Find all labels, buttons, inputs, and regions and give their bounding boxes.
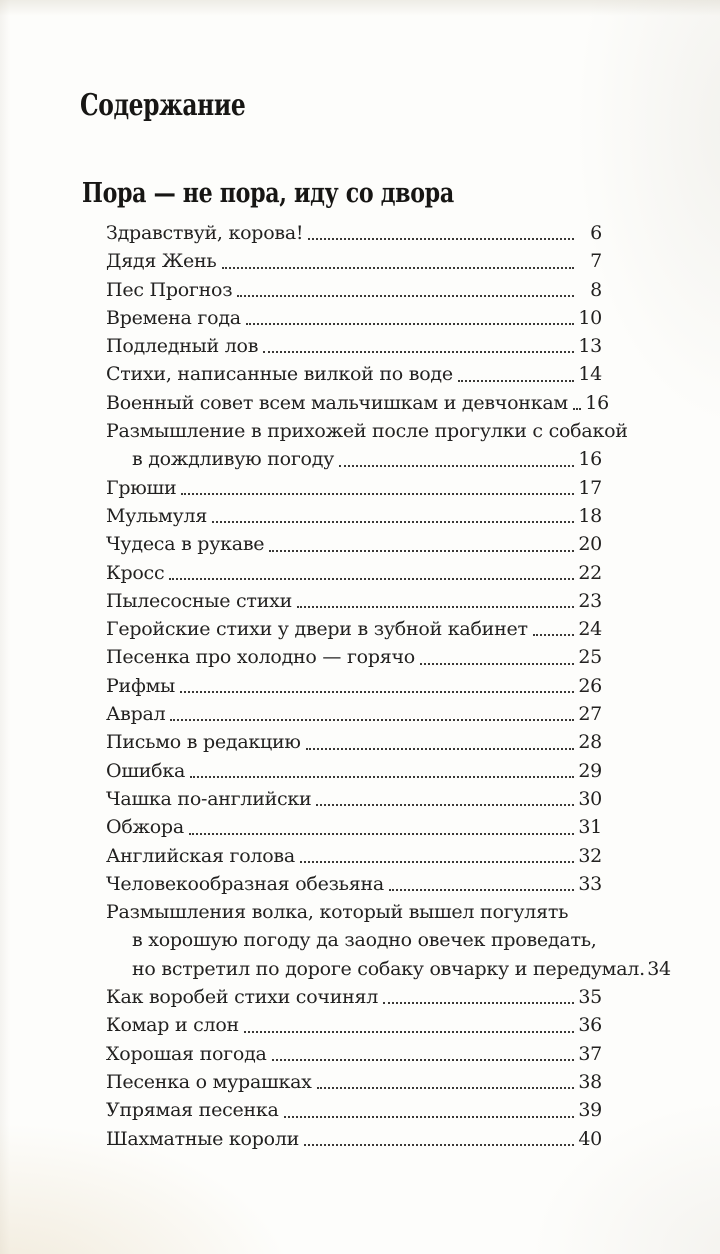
dotted-leader [169, 578, 574, 580]
toc-item-text: Пес Прогноз [106, 278, 233, 301]
toc-row [106, 955, 671, 983]
toc-row [106, 276, 602, 304]
dotted-leader [339, 465, 574, 467]
toc-row [106, 1040, 602, 1068]
toc-item-text: Грюши [106, 476, 177, 499]
toc-item-text: в хорошую погоду да заодно овечек проведать, [132, 929, 597, 952]
page-number: 29 [578, 759, 602, 782]
toc-item-text: Ошибка [106, 759, 186, 782]
dotted-leader [316, 804, 574, 806]
toc-row [106, 672, 602, 700]
toc-row [106, 445, 602, 473]
toc-item-text: Времена года [106, 306, 241, 329]
toc-row [106, 559, 602, 587]
dotted-leader [458, 380, 574, 382]
toc-item-text: Размышления волка, который вышел погулять [106, 901, 569, 924]
page-number: 30 [578, 787, 602, 810]
page-number: 22 [578, 561, 602, 584]
dotted-leader [297, 606, 574, 608]
dotted-leader [284, 1116, 574, 1118]
dotted-leader [170, 719, 574, 721]
page-number: 14 [578, 363, 602, 386]
toc-item-text: Человекообразная обезьяна [106, 872, 384, 895]
toc-row [106, 474, 602, 502]
toc-row [106, 842, 602, 870]
page-number: 20 [578, 533, 602, 556]
toc-row [106, 870, 602, 898]
dotted-leader [190, 776, 574, 778]
contents-heading: Содержание [80, 88, 246, 123]
dotted-leader [244, 1031, 574, 1033]
toc-item-text: Геройские стихи у двери в зубной кабинет [106, 618, 528, 641]
page-number: 6 [590, 222, 602, 244]
toc-item-text: но встретил по дороге собаку овчарку и передумал. [132, 957, 645, 980]
toc-item-text: Дядя Жень [106, 250, 217, 273]
page-number: 10 [578, 306, 602, 329]
toc-row [106, 1125, 602, 1153]
toc-item-text: Как воробей стихи сочинял [106, 986, 379, 1009]
toc-row [106, 728, 602, 756]
toc-row [106, 615, 602, 643]
toc-list [106, 219, 671, 1153]
dotted-leader [246, 323, 574, 325]
page-number: 23 [578, 589, 602, 612]
page-number: 17 [578, 476, 602, 499]
dotted-leader [212, 521, 574, 523]
toc-item-text: Чашка по-английски [106, 787, 312, 810]
toc-item-text: Рифмы [106, 674, 175, 697]
toc-item-text: Песенка про холодно — горячо [106, 646, 415, 669]
dotted-leader [573, 408, 581, 410]
dotted-leader [263, 351, 574, 353]
toc-item-text: Аврал [106, 703, 166, 726]
toc-item-text: Мульмуля [106, 504, 208, 527]
dotted-leader [269, 550, 574, 552]
page-number: 26 [578, 674, 602, 697]
page-number: 7 [590, 250, 602, 273]
toc-row [106, 417, 628, 445]
page-number: 38 [578, 1070, 602, 1093]
page-number: 16 [578, 448, 602, 471]
dotted-leader [189, 833, 574, 835]
toc-item-text: Размышление в прихожей после прогулки с собакой [106, 420, 628, 443]
page-number: 33 [578, 872, 602, 895]
toc-item-text: Стихи, написанные вилкой по воде [106, 363, 453, 386]
dotted-leader [420, 663, 574, 665]
toc-row [106, 587, 602, 615]
dotted-leader [383, 1002, 574, 1004]
toc-row [106, 530, 602, 558]
toc-row [106, 332, 602, 360]
toc-row [106, 1068, 602, 1096]
page-number: 16 [585, 391, 609, 414]
toc-row [106, 926, 602, 954]
toc-item-text: Комар и слон [106, 1014, 239, 1037]
toc-item-text: Упрямая песенка [106, 1099, 279, 1122]
page-number: 28 [578, 731, 602, 754]
dotted-leader [304, 1144, 574, 1146]
toc-row [106, 1096, 602, 1124]
toc-row [106, 983, 602, 1011]
page-number: 31 [578, 816, 602, 839]
toc-item-text: Письмо в редакцию [106, 731, 301, 754]
toc-row [106, 502, 602, 530]
page-number: 27 [578, 703, 602, 726]
toc-row [106, 898, 602, 926]
toc-row [106, 700, 602, 728]
toc-item-text: Кросс [106, 561, 165, 584]
section-title: Пора — не пора, иду со двора [82, 178, 454, 209]
toc-item-text: Обжора [106, 816, 184, 839]
toc-item-text: Военный совет всем мальчишкам и девчонкам [106, 391, 568, 414]
page-number: 37 [578, 1042, 602, 1065]
page-number: 39 [578, 1099, 602, 1122]
dotted-leader [272, 1059, 574, 1061]
toc-row [106, 1011, 602, 1039]
dotted-leader [308, 238, 574, 240]
page-number: 8 [590, 278, 602, 301]
toc-item-text: Хорошая погода [106, 1042, 267, 1065]
dotted-leader [180, 691, 574, 693]
dotted-leader [533, 634, 574, 636]
toc-row [106, 247, 602, 275]
dotted-leader [222, 267, 574, 269]
page-number: 35 [578, 986, 602, 1009]
toc-row [106, 785, 602, 813]
page-number: 36 [578, 1014, 602, 1037]
toc-row [106, 643, 602, 671]
toc-row [106, 360, 602, 388]
dotted-leader [181, 493, 574, 495]
toc-row [106, 813, 602, 841]
page-number: 34 [647, 957, 671, 980]
toc-item-text: Песенка о мурашках [106, 1070, 312, 1093]
toc-row [106, 389, 609, 417]
dotted-leader [306, 748, 574, 750]
page-number: 13 [578, 335, 602, 358]
dotted-leader [237, 295, 574, 297]
toc-row [106, 219, 602, 247]
page-number: 32 [578, 844, 602, 867]
dotted-leader [300, 861, 574, 863]
dotted-leader [389, 889, 574, 891]
page-number: 18 [578, 504, 602, 527]
page-number: 24 [578, 618, 602, 641]
page-number: 40 [578, 1127, 602, 1150]
toc-item-text: Здравствуй, корова! [106, 222, 304, 244]
toc-item-text: Шахматные короли [106, 1127, 300, 1150]
toc-row [106, 304, 602, 332]
toc-item-text: в дождливую погоду [132, 448, 335, 471]
page-number: 25 [578, 646, 602, 669]
dotted-leader [317, 1087, 574, 1089]
toc-item-text: Английская голова [106, 844, 295, 867]
toc-item-text: Подледный лов [106, 335, 259, 358]
toc-row [106, 757, 602, 785]
toc-item-text: Чудеса в рукаве [106, 533, 265, 556]
toc-item-text: Пылесосные стихи [106, 589, 292, 612]
